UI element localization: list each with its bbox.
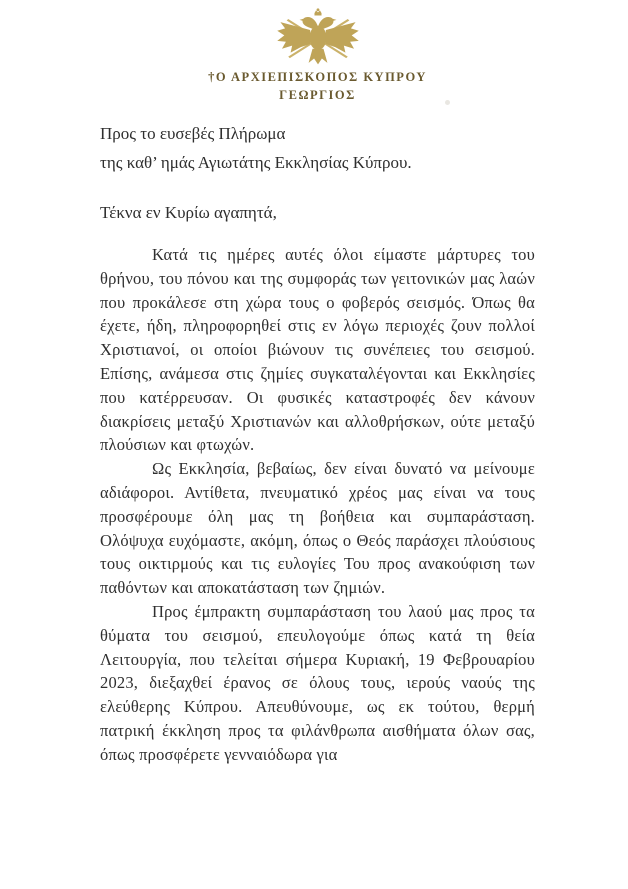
- letterhead: [100, 8, 535, 103]
- recipient-block: [100, 119, 535, 177]
- paragraph-2: Ως Εκκλησία, βεβαίως, δεν είναι δυνατό να μείνουμε αδιάφοροι. Αντίθετα, πνευματικό χρέος μας είναι να τους προσφέρουμε όλη μας τη βοήθεια και συμπαράσταση. Ολόψυχα ευχόμαστε, ακόμη, όπως ο Θεός παράσχει πλούσιους τους οικτιρμούς και τις ευλογίες Του προς ανακούφιση των παθόντων και αποκατάσταση των ζημιών.: [100, 459, 535, 598]
- paragraph-1: Κατά τις ημέρες αυτές όλοι είμαστε μάρτυρες του θρήνου, του πόνου και της συμφοράς των γειτονικών μας λαών που προκάλεσε στη χώρα τους ο φοβερός σεισμός. Όπως θα έχετε, ήδη, πληροφορηθεί στις εν λόγω περιοχές ζουν πολλοί Χριστιανοί, οι οποίοι βιώνουν τις συνέπειες του σεισμού. Επίσης, ανάμεσα στις ζημίες συγκαταλέγονται και Εκκλησίες που κατέρρευσαν. Οι φυσικές καταστροφές δεν κάνουν διακρίσεις μεταξύ Χριστιανών και αλλοθρήσκων, ούτε μεταξύ πλούσιων και φτωχών.: [100, 245, 535, 455]
- letter-body: [100, 243, 535, 767]
- double-headed-eagle-icon: [271, 8, 365, 66]
- scan-artifact: [445, 100, 450, 105]
- paragraph-3: Προς έμπρακτη συμπαράσταση του λαού μας προς τα θύματα του σεισμού, επευλογούμε όπως κατά τη θεία Λειτουργία, που τελείται σήμερα Κυριακή, 19 Φεβρουαρίου 2023, διεξαχθεί έρανος σε όλους τους, ιερούς ναούς της ελεύθερης Κύπρου. Απευθύνουμε, ως εκ τούτου, θερμή πατρική έκκληση προς τα φιλάνθρωπα αισθήματα όλων σας, όπως προσφέρετε γενναιόδωρα για: [100, 601, 535, 764]
- salutation: Τέκνα εν Κυρίω αγαπητά,: [100, 203, 277, 222]
- letterhead-name: ΓΕΩΡΓΙΟΣ: [279, 88, 356, 102]
- recipient-line-1: Προς το ευσεβές Πλήρωμα: [100, 124, 286, 143]
- recipient-line-2: της καθ’ ημάς Αγιωτάτης Εκκλησίας Κύπρου.: [100, 153, 412, 172]
- letterhead-title: †Ο ΑΡΧΙΕΠΙΣΚΟΠΟΣ ΚΥΠΡΟΥ: [208, 70, 427, 84]
